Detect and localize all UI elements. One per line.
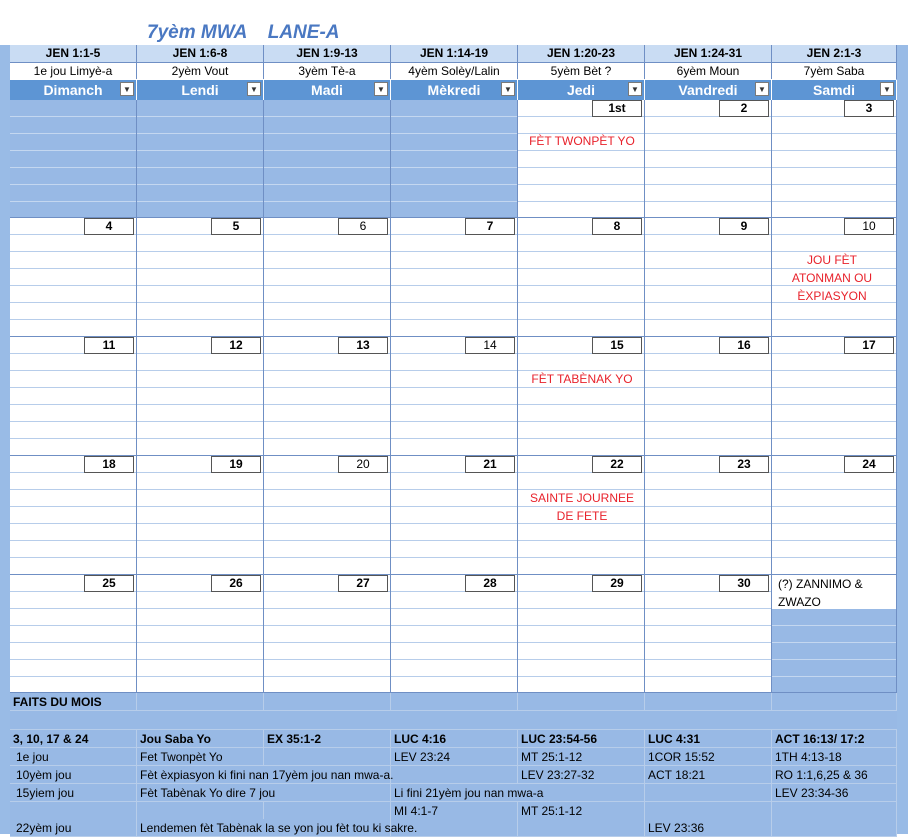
dropdown-arrow-icon[interactable]: ▼ bbox=[880, 82, 894, 96]
creation-day-label: 3yèm Tè-a bbox=[264, 62, 391, 79]
day-cell[interactable] bbox=[10, 218, 137, 337]
facts-cell: 3, 10, 17 & 24 bbox=[10, 730, 137, 748]
day-number: 25 bbox=[84, 575, 134, 592]
facts-row bbox=[10, 784, 897, 802]
day-number: 5 bbox=[211, 218, 261, 235]
day-cell[interactable] bbox=[645, 337, 772, 456]
day-number: 23 bbox=[719, 456, 769, 473]
facts-cell: LUC 4:31 bbox=[645, 730, 772, 748]
facts-cell: ACT 18:21 bbox=[645, 766, 772, 784]
creation-day-label: 6yèm Moun bbox=[645, 62, 772, 79]
facts-cell: ACT 16:13/ 17:2 bbox=[772, 730, 897, 748]
creation-day-label: 4yèm Solèy/Lalin bbox=[391, 62, 518, 79]
event-animals-and-birds: (?) ZANNIMO & ZWAZO bbox=[778, 577, 863, 609]
day-number: 12 bbox=[211, 337, 261, 354]
day-cell[interactable] bbox=[264, 218, 391, 337]
facts-cell bbox=[772, 819, 897, 837]
facts-cell: LEV 23:34-36 bbox=[772, 784, 897, 802]
day-cell[interactable] bbox=[518, 337, 645, 456]
creation-day-label: 1e jou Limyè-a bbox=[10, 62, 137, 79]
facts-header-blank bbox=[518, 693, 645, 711]
facts-cell: Jou Saba Yo bbox=[137, 730, 264, 748]
day-number: 14 bbox=[465, 337, 515, 354]
day-number: 2 bbox=[719, 100, 769, 117]
day-number: 1st bbox=[592, 100, 642, 117]
facts-header-blank bbox=[137, 693, 264, 711]
reading-header: JEN 1:6-8 bbox=[137, 45, 264, 62]
left-margin-band bbox=[0, 45, 10, 834]
facts-cell bbox=[10, 802, 137, 820]
day-cell[interactable] bbox=[391, 337, 518, 456]
page-title bbox=[147, 22, 340, 44]
day-cell[interactable] bbox=[137, 100, 264, 218]
day-number: 22 bbox=[592, 456, 642, 473]
facts-row bbox=[10, 730, 897, 748]
facts-spacer-row bbox=[10, 711, 897, 730]
day-cell[interactable] bbox=[391, 100, 518, 218]
weekday-filter-header[interactable] bbox=[645, 80, 772, 100]
day-number: 26 bbox=[211, 575, 261, 592]
facts-cell bbox=[518, 819, 645, 837]
creation-day-label: 2yèm Vout bbox=[137, 62, 264, 79]
day-number: 21 bbox=[465, 456, 515, 473]
day-cell[interactable] bbox=[772, 456, 897, 575]
event-feast-of-trumpets: FÈT TWONPÈT YO bbox=[529, 134, 635, 148]
facts-cell bbox=[772, 802, 897, 820]
event-feast-of-tabernacles: FÈT TABÈNAK YO bbox=[531, 372, 633, 386]
day-cell[interactable] bbox=[645, 218, 772, 337]
day-cell[interactable] bbox=[10, 456, 137, 575]
facts-cell: LUC 23:54-56 bbox=[518, 730, 645, 748]
day-cell[interactable] bbox=[391, 575, 518, 693]
day-number: 29 bbox=[592, 575, 642, 592]
day-cell[interactable] bbox=[264, 337, 391, 456]
creation-day-label: 7yèm Saba bbox=[772, 62, 897, 79]
day-number: 30 bbox=[719, 575, 769, 592]
weekday-label: Jedi bbox=[566, 82, 595, 98]
day-number: 4 bbox=[84, 218, 134, 235]
facts-cell: 1TH 4:13-18 bbox=[772, 748, 897, 766]
day-cell[interactable] bbox=[137, 337, 264, 456]
day-cell[interactable] bbox=[10, 337, 137, 456]
event-day-of-atonement: JOU FÈT ATONMAN OU ÈXPIASYON bbox=[791, 253, 873, 303]
facts-cell: Fèt Tabènak Yo dire 7 jou bbox=[140, 786, 276, 800]
day-cell[interactable] bbox=[772, 337, 897, 456]
facts-row bbox=[10, 802, 897, 820]
reading-header: JEN 1:1-5 bbox=[10, 45, 137, 62]
day-number: 6 bbox=[338, 218, 388, 235]
day-number: 3 bbox=[844, 100, 894, 117]
facts-cell bbox=[264, 748, 391, 766]
weekday-label: Samdi bbox=[812, 82, 855, 98]
reading-header: JEN 1:9-13 bbox=[264, 45, 391, 62]
day-cell[interactable] bbox=[391, 456, 518, 575]
day-cell[interactable] bbox=[645, 575, 772, 693]
facts-header-row bbox=[10, 693, 897, 711]
dropdown-arrow-icon[interactable]: ▼ bbox=[374, 82, 388, 96]
facts-cell bbox=[645, 802, 772, 820]
facts-cell: 1e jou bbox=[10, 748, 137, 766]
facts-cell bbox=[137, 802, 264, 820]
facts-cell: RO 1:1,6,25 & 36 bbox=[772, 766, 897, 784]
day-number: 8 bbox=[592, 218, 642, 235]
facts-cell: Lendemen fèt Tabènak la se yon jou fèt tou ki sakre. bbox=[140, 821, 418, 835]
day-cell[interactable] bbox=[391, 218, 518, 337]
facts-cell: MT 25:1-12 bbox=[518, 748, 645, 766]
day-cell[interactable] bbox=[518, 575, 645, 693]
day-number: 7 bbox=[465, 218, 515, 235]
day-cell[interactable] bbox=[772, 100, 897, 218]
day-number: 20 bbox=[338, 456, 388, 473]
facts-cell: LEV 23:24 bbox=[391, 748, 518, 766]
day-number: 27 bbox=[338, 575, 388, 592]
facts-cell: Fet Twonpèt Yo bbox=[137, 748, 264, 766]
day-cell[interactable] bbox=[264, 575, 391, 693]
facts-cell: 15yiem jou bbox=[10, 784, 137, 802]
facts-header: FAITS DU MOIS bbox=[10, 693, 137, 711]
day-number: 18 bbox=[84, 456, 134, 473]
weekday-filter-header[interactable] bbox=[772, 80, 897, 100]
weekday-label: Vandredi bbox=[678, 82, 738, 98]
right-margin-band bbox=[896, 45, 908, 834]
facts-row bbox=[10, 748, 897, 766]
facts-cell: 1COR 15:52 bbox=[645, 748, 772, 766]
facts-cell: 10yèm jou bbox=[10, 766, 137, 784]
weekday-label: Madi bbox=[311, 82, 343, 98]
weekday-label: Dimanch bbox=[43, 82, 103, 98]
day-cell[interactable] bbox=[10, 100, 137, 218]
title-year: LANE-A bbox=[267, 22, 340, 43]
facts-cell: LEV 23:27-32 bbox=[518, 766, 645, 784]
facts-cell: Fèt èxpiasyon ki fini nan 17yèm jou nan mwa-a. bbox=[140, 768, 394, 782]
facts-cell: 22yèm jou bbox=[10, 819, 137, 837]
title-month: 7yèm MWA bbox=[147, 22, 247, 43]
reading-header: JEN 1:14-19 bbox=[391, 45, 518, 62]
day-cell[interactable] bbox=[645, 100, 772, 218]
dropdown-arrow-icon[interactable]: ▼ bbox=[755, 82, 769, 96]
facts-header-blank bbox=[391, 693, 518, 711]
weekday-filter-header[interactable] bbox=[10, 80, 137, 100]
day-number: 17 bbox=[844, 337, 894, 354]
day-number: 16 bbox=[719, 337, 769, 354]
day-number: 11 bbox=[84, 337, 134, 354]
creation-day-label: 5yèm Bèt ? bbox=[518, 62, 645, 79]
facts-cell: LEV 23:36 bbox=[645, 819, 772, 837]
dropdown-arrow-icon[interactable]: ▼ bbox=[501, 82, 515, 96]
day-cell[interactable] bbox=[645, 456, 772, 575]
weekday-filter-header[interactable] bbox=[391, 80, 518, 100]
day-cell[interactable] bbox=[518, 100, 645, 218]
weekday-filter-header[interactable] bbox=[137, 80, 264, 100]
facts-cell: MI 4:1-7 bbox=[391, 802, 518, 820]
facts-cell: MT 25:1-12 bbox=[518, 802, 645, 820]
weekday-filter-header[interactable] bbox=[264, 80, 391, 100]
weekday-label: Mèkredi bbox=[427, 82, 481, 98]
facts-header-blank bbox=[264, 693, 391, 711]
weekday-label: Lendi bbox=[181, 82, 219, 98]
day-number: 10 bbox=[844, 218, 894, 235]
day-number: 9 bbox=[719, 218, 769, 235]
facts-row bbox=[10, 766, 897, 784]
facts-header-blank bbox=[645, 693, 772, 711]
day-number: 13 bbox=[338, 337, 388, 354]
facts-cell: LUC 4:16 bbox=[391, 730, 518, 748]
reading-header: JEN 1:24-31 bbox=[645, 45, 772, 62]
day-number: 15 bbox=[592, 337, 642, 354]
weekday-filter-header[interactable] bbox=[518, 80, 645, 100]
facts-cell: EX 35:1-2 bbox=[264, 730, 391, 748]
day-cell[interactable] bbox=[264, 456, 391, 575]
reading-header: JEN 2:1-3 bbox=[772, 45, 897, 62]
reading-header: JEN 1:20-23 bbox=[518, 45, 645, 62]
dropdown-arrow-icon[interactable]: ▼ bbox=[628, 82, 642, 96]
dropdown-arrow-icon[interactable]: ▼ bbox=[120, 82, 134, 96]
day-cell[interactable] bbox=[10, 575, 137, 693]
day-cell[interactable] bbox=[137, 218, 264, 337]
day-number: 24 bbox=[844, 456, 894, 473]
event-holy-feast-day: SAINTE JOURNEE DE FETE bbox=[529, 491, 634, 523]
facts-cell bbox=[264, 802, 391, 820]
day-number: 19 bbox=[211, 456, 261, 473]
facts-row bbox=[10, 819, 897, 837]
day-cell[interactable] bbox=[264, 100, 391, 218]
day-cell[interactable] bbox=[137, 575, 264, 693]
day-cell[interactable] bbox=[518, 218, 645, 337]
facts-cell: Li fini 21yèm jou nan mwa-a bbox=[394, 786, 544, 800]
facts-header-blank bbox=[772, 693, 897, 711]
day-number: 28 bbox=[465, 575, 515, 592]
calendar-grid bbox=[10, 45, 897, 834]
dropdown-arrow-icon[interactable]: ▼ bbox=[247, 82, 261, 96]
day-cell[interactable] bbox=[137, 456, 264, 575]
